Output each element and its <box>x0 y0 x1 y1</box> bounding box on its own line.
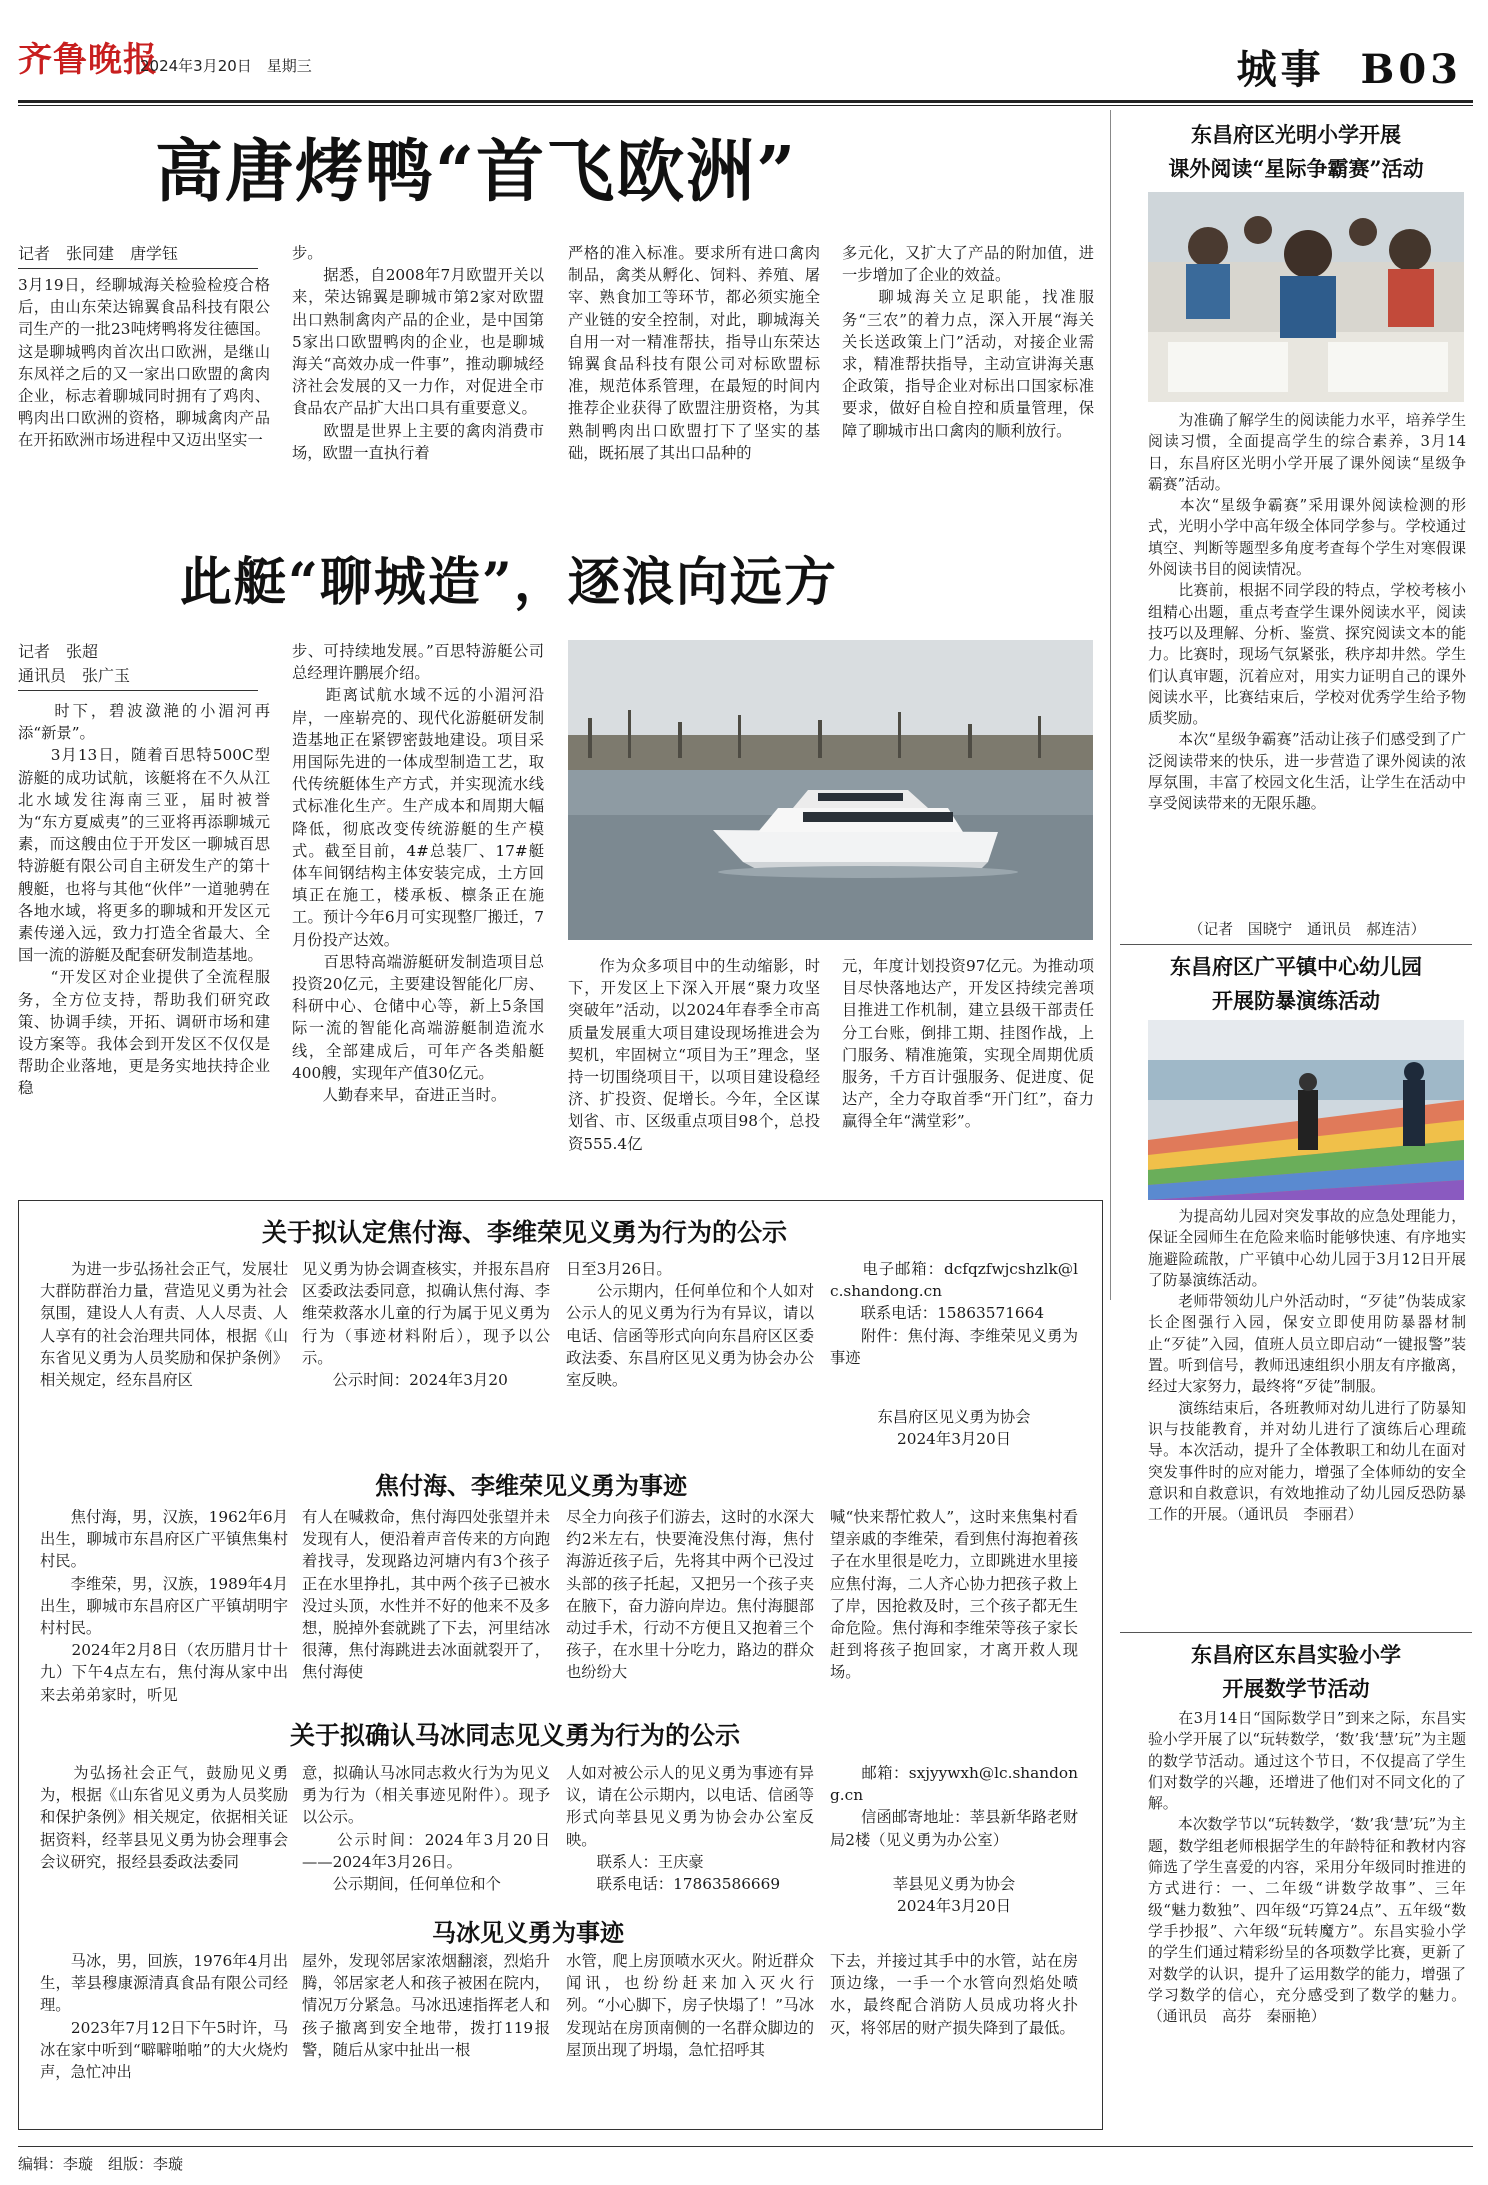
article1-col2: 步。 据悉，自2008年7月欧盟开关以来，荣达锦翼是聊城市第2家对欧盟出口熟制禽肉产品的企业，是中国第5家出口欧盟鸭肉的企业，也是聊城海关“高效办成一件事”，推动聊城经济社会发展的又一力作，对促进全市食品农产品扩大出口具有重要意义。 欧盟是世界上主要的禽肉消费市场，欧盟一直执行着 <box>292 244 544 462</box>
notice2-col2: 有人在喊救命，焦付海四处张望并未发现有人，便沿着声音传来的方向跑着找寻，发现路边河塘内有3个孩子正在水里挣扎，其中两个孩子已被水没过头顶，水性并不好的他来不及多想，脱掉外套就跳了下去，河里结冰很薄，焦付海跳进去冰面就裂开了，焦付海使 <box>302 1508 550 1682</box>
notice2-col4: 喊“快来帮忙救人”，这时来焦集村看望亲戚的李维荣，看到焦付海抱着孩子在水里很是吃力，立即跳进水里接应焦付海，二人齐心协力把孩子救上了岸，因抢救及时，三个孩子都无生命危险。焦付海和李维荣等孩子家长赶到将孩子抱回家，才离开救人现场。 <box>830 1508 1078 1682</box>
sidebar-divider <box>1110 110 1111 1300</box>
article1-col4: 多元化，又扩大了产品的附加值，进一步增加了企业的效益。 聊城海关立足职能，找准服务“三农”的着力点，深入开展“海关关长送政策上门”活动，对接企业需求，精准帮扶指导，主动宣讲海关惠企政策，指导企业对标出口国家标准要求，做好自检自控和质量管理，保障了聊城市出口禽肉的顺利放行。 <box>842 244 1094 440</box>
issue-date: 2024年3月20日 星期三 <box>140 57 312 75</box>
sidebar3-body: 在3月14日“国际数学日”到来之际，东昌实验小学开展了以“玩转数学，‘数’我‘慧’玩”为主题的数学节活动。通过这个节日，不仅提高了学生们对数学的兴趣，还增进了他们对不同文化的了解。 本次数学节以“玩转数学，‘数’我‘慧’玩”为主题，数学组老师根据学生的年龄特征和教材内容筛选了学生喜爱的内容，采用分年级同时推进的方式进行：一、二年级“讲数学故事”、三年级“魅力数独”、四年级“巧算24点”、五年级“数学手抄报”、六年级“玩转魔方”。东昌实验小学的学生们通过精彩纷呈的各项数学比赛，更新了对数学的认识，提升了运用数学的能力，增强了学习数学的信心，充分感受到了数学的魅力。（通讯员 高芬 秦丽艳） <box>1148 1710 1466 2026</box>
yacht-photo <box>568 640 1093 940</box>
byline-rule <box>18 268 258 269</box>
masthead-rule-thin <box>18 105 1473 106</box>
footer-rule <box>18 2146 1473 2147</box>
sidebar1-title: 东昌府区光明小学开展 课外阅读“星际争霸赛”活动 <box>1168 122 1424 181</box>
sidebar3-title: 东昌府区东昌实验小学 开展数学节活动 <box>1191 1642 1401 1701</box>
article2-col2: 步、可持续地发展。”百思特游艇公司总经理许鹏展介绍。 距离试航水域不远的小湄河沿岸，一座崭亮的、现代化游艇研发制造基地正在紧锣密鼓地建设。项目采用国际先进的一体成型制造工艺，取代传统艇体生产方式，并实现流水线式标准化生产。生产成本和周期大幅降低，彻底改变传统游艇的生产模式。截至目前，4#总装厂、17#艇体车间钢结构主体安装完成，土方回填正在施工，楼承板、檩条正在施工。预计今年6月可实现整厂搬迁，7月份投产达效。 百思特高端游艇研发制造项目总投资20亿元，主要建设智能化厂房、科研中心、仓储中心等，新上5条国际一流的智能化高端游艇制造流水线，全部建成后，可年产各类船艇400艘，实现年产值30亿元。 人勤春来早，奋进正当时。 <box>292 642 544 1105</box>
sidebar-rule <box>1120 1632 1472 1633</box>
notice4-col1: 马冰，男，回族，1976年4月出生，莘县穆康源清真食品有限公司经理。 2023年7月12日下午5时许，马冰在家中听到“噼噼啪啪”的大火烧灼声，急忙冲出 <box>40 1952 288 2082</box>
page-number: B03 <box>1360 46 1462 93</box>
notice1-title: 关于拟认定焦付海、李维荣见义勇为行为的公示 <box>262 1218 788 1247</box>
article2-byline: 记者 张超 通讯员 张广玉 <box>18 642 131 685</box>
section-label: 城事 B03 <box>1236 46 1462 93</box>
notice3-col4: 邮箱：sxjyywxh@lc.shandong.cn 信函邮寄地址：莘县新华路老财局2楼（见义勇为办公室） <box>830 1764 1078 1849</box>
footer-editor: 编辑：李璇 组版：李璇 <box>18 2155 184 2173</box>
notice2-col1: 焦付海，男，汉族，1962年6月出生，聊城市东昌府区广平镇焦集村村民。 李维荣，男，汉族，1989年4月出生，聊城市东昌府区广平镇胡明宇村村民。 2024年2月8日（农历腊月廿十九）下午4点左右，焦付海从家中出来去弟弟家时，听见 <box>40 1508 288 1704</box>
notice1-col3: 日至3月26日。 公示期内，任何单位和个人如对公示人的见义勇为行为有异议，请以电话、信函等形式向向东昌府区区委政法委、东昌府区见义勇为协会办公室反映。 <box>566 1260 814 1390</box>
newspaper-logo: 齐鲁晚报 <box>18 40 158 80</box>
notice3-col3: 人如对被公示人的见义勇为事迹有异议，请在公示期内，以电话、信函等形式向莘县见义勇为协会办公室反映。 联系人：王庆豪 联系电话：17863586669 <box>566 1764 814 1894</box>
notice3-col2: 意，拟确认马冰同志救火行为为见义勇为行为（相关事迹见附件）。现予以公示。 公示时间：2024年3月20日——2024年3月26日。 公示期间，任何单位和个 <box>302 1764 550 1894</box>
notice3-signature: 莘县见义勇为协会 2024年3月20日 <box>892 1875 1016 1916</box>
article2-col1: 时下，碧波潋滟的小湄河再添“新景”。 3月13日，随着百思特500C型游艇的成功试航，该艇将在不久从江北水域发往海南三亚，届时被誉为“东方夏威夷”的三亚将再添聊城元素，而这艘由位于开发区一聊城百思特游艇有限公司自主研发生产的第十艘艇，也将与其他“伙伴”一道驰骋在各地水域，将更多的聊城和开发区元素传递入远，致力打造全省最大、全国一流的游艇及配套研发制造基地。 “开发区对企业提供了全流程服务，全方位支持，帮助我们研究政策、协调手续，开拓、调研市场和建设方案等。我体会到开发区不仅仅是帮助企业落地，更是务实地扶持企业稳 <box>18 702 270 1098</box>
notice2-col3: 尽全力向孩子们游去，这时的水深大约2米左右，快要淹没焦付海，焦付海游近孩子后，先将其中两个已没过头部的孩子托起，又把另一个孩子夹在腋下，奋力游向岸边。焦付海腿部动过手术，行动不方便且又抱着三个孩子，在水里十分吃力，路边的群众也纷纷大 <box>566 1508 814 1682</box>
article2-col3: 作为众多项目中的生动缩影，时下，开发区上下深入开展“聚力攻坚突破年”活动，以2024年春季全市高质量发展重大项目建设现场推进会为契机，牢固树立“项目为王”理念，坚持一切围绕项目干，以项目建设稳经济、扩投资、促增长。今年，全区谋划省、市、区级重点项目98个，总投资555.4亿 <box>568 957 820 1153</box>
article1-col1: 3月19日，经聊城海关检验检疫合格后，由山东荣达锦翼食品科技有限公司生产的一批23吨烤鸭将发往德国。这是聊城鸭肉首次出口欧洲，是继山东凤祥之后的又一家出口欧盟的禽肉企业，标志着聊城同时拥有了鸡肉、鸭肉出口欧洲的资格，聊城禽肉产品在开拓欧洲市场进程中又迈出坚实一 <box>18 276 270 450</box>
sidebar2-title: 东昌府区广平镇中心幼儿园 开展防暴演练活动 <box>1170 954 1422 1013</box>
notice1-col4: 电子邮箱：dcfqzfwjcshzlk@lc.shandong.cn 联系电话：15863571664 附件：焦付海、李维荣见义勇为事迹 <box>830 1260 1078 1367</box>
article2-col4: 元，年度计划投资97亿元。为推动项目尽快落地达产，开发区持续完善项目推进工作机制，建立县级干部责任分工台账，倒排工期、挂图作战，上门服务、精准施策，实现全周期优质服务，千方百计强服务、促进度、促达产，全力夺取首季“开门红”，奋力赢得全年“满堂彩”。 <box>842 957 1094 1131</box>
notice1-col1: 为进一步弘扬社会正气，发展壮大群防群治力量，营造见义勇为社会氛围，建设人人有责、人人尽责、人人享有的社会治理共同体，根据《山东省见义勇为人员奖励和保护条例》相关规定，经东昌府区 <box>40 1260 288 1390</box>
notice1-col2: 见义勇为协会调查核实，并报东昌府区委政法委同意，拟确认焦付海、李维荣救落水儿童的行为属于见义勇为行为（事迹材料附后），现予以公示。 公示时间：2024年3月20 <box>302 1260 550 1390</box>
masthead-rule <box>18 100 1473 103</box>
article1-headline: 高唐烤鸭“首飞欧洲” <box>155 132 798 212</box>
notice3-col1: 为弘扬社会正气，鼓励见义勇为，根据《山东省见义勇为人员奖励和保护条例》相关规定，依据相关证据资料，经莘县见义勇为协会理事会会议研究，报经县委政法委同 <box>40 1764 288 1871</box>
sidebar2-body: 为提高幼儿园对突发事故的应急处理能力，保证全园师生在危险来临时能够快速、有序地实施避险疏散，广平镇中心幼儿园于3月12日开展了防暴演练活动。 老师带领幼儿户外活动时，“歹徒”伪装成家长企图强行入园，保安立即使用防暴器材制止“歹徒”入园，值班人员立即启动“一键报警”装置。听到信号，教师迅速组织小朋友有序撤离，经过大家努力，最终将“歹徒”制服。 演练结束后，各班教师对幼儿进行了防暴知识与技能教育，并对幼儿进行了演练后心理疏导。本次活动，提升了全体教职工和幼儿在面对突发事件时的应对能力，增强了全体师幼的安全意识和自救意识，有效地推动了幼儿园反恐防暴工作的开展。（通讯员 李丽君） <box>1148 1208 1466 1524</box>
notice2-title: 焦付海、李维荣见义勇为事迹 <box>375 1471 687 1500</box>
sidebar1-credit: （记者 国晓宁 通讯员 郝连洁） <box>1188 921 1426 938</box>
notice3-title: 关于拟确认马冰同志见义勇为行为的公示 <box>290 1721 741 1750</box>
notice4-col2: 屋外，发现邻居家浓烟翻滚，烈焰升腾，邻居家老人和孩子被困在院内，情况万分紧急。马冰迅速指挥老人和孩子撤离到安全地带，拨打119报警，随后从家中扯出一根 <box>302 1952 550 2059</box>
article2-headline: 此艇“聊城造”，逐浪向远方 <box>180 552 838 613</box>
notice4-col3: 水管，爬上房顶喷水灭火。附近群众闻讯，也纷纷赶来加入灭火行列。“小心脚下，房子快塌了！”马冰发现站在房顶南侧的一名群众脚边的屋顶出现了坍塌，急忙招呼其 <box>566 1952 814 2059</box>
sidebar-rule <box>1120 944 1472 945</box>
byline-rule <box>18 690 258 691</box>
article1-col3: 严格的准入标准。要求所有进口禽肉制品，禽类从孵化、饲料、养殖、屠宰、熟食加工等环节，都必须实施全产业链的安全控制，对此，聊城海关自用一对一精准帮扶，指导山东荣达锦翼食品科技有限公司对标欧盟标准，规范体系管理，在最短的时间内推荐企业获得了欧盟注册资格，为其熟制鸭肉出口欧盟打下了坚实的基础，既拓展了其出口品种的 <box>568 244 820 462</box>
sidebar1-body: 为准确了解学生的阅读能力水平，培养学生阅读习惯，全面提高学生的综合素养，3月14日，东昌府区光明小学开展了课外阅读“星级争霸赛”活动。 本次“星级争霸赛”采用课外阅读检测的形式，光明小学中高年级全体同学参与。学校通过填空、判断等题型多角度考查每个学生对寒假课外阅读书目的阅读情况。 比赛前，根据不同学段的特点，学校考核小组精心出题，重点考查学生课外阅读水平，阅读技巧以及理解、分析、鉴赏、探究阅读文本的能力。比赛时，现场气氛紧张，秩序却井然。学生们认真审题，沉着应对，用实力证明自己的课外阅读水平，比赛结束后，学校对优秀学生给予物质奖励。 本次“星级争霸赛”活动让孩子们感受到了广泛阅读带来的快乐，进一步营造了课外阅读的浓厚氛围，丰富了校园文化生活，让学生在活动中享受阅读带来的无限乐趣。 <box>1148 412 1466 813</box>
notice4-col4: 下去，并接过其手中的水管，站在房顶边缘，一手一个水管向烈焰处喷水，最终配合消防人员成功将火扑灭，将邻居的财产损失降到了最低。 <box>830 1952 1078 2037</box>
notice1-signature: 东昌府区见义勇为协会 2024年3月20日 <box>877 1408 1031 1449</box>
article1-byline: 记者 张同建 唐学钰 <box>18 244 179 263</box>
students-reading-photo <box>1148 192 1464 402</box>
notice4-title: 马冰见义勇为事迹 <box>432 1918 624 1947</box>
kindergarten-drill-photo <box>1148 1020 1464 1200</box>
